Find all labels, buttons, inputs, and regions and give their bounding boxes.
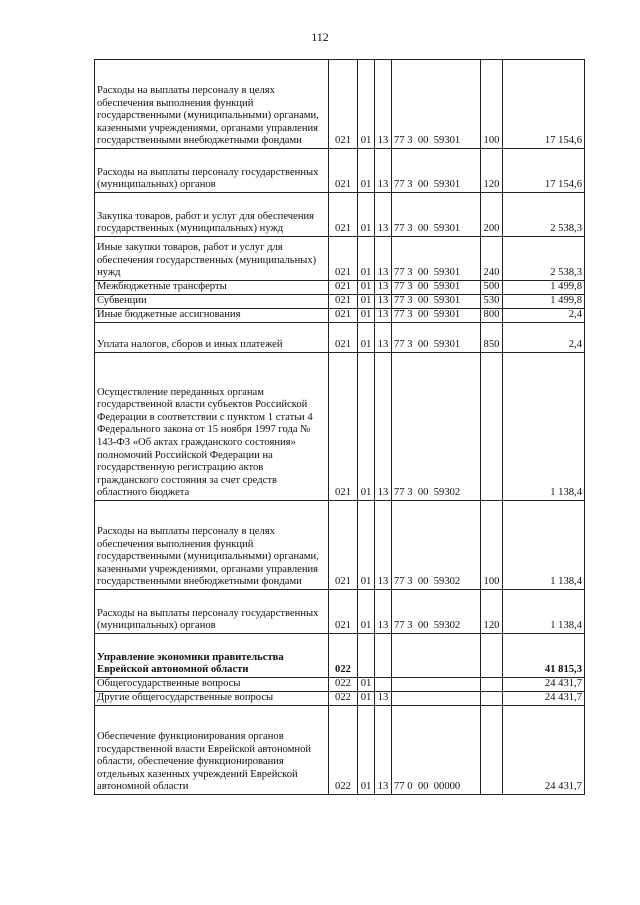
table-row	[95, 634, 585, 678]
cell-pr: 13	[375, 295, 392, 309]
cell-sum: 17 154,6	[503, 149, 585, 193]
cell-gr: 021	[329, 323, 358, 353]
cell-gr: 021	[329, 149, 358, 193]
table-row	[95, 353, 585, 501]
cell-pr: 13	[375, 237, 392, 281]
cell-name: Межбюджетные трансферты	[95, 281, 329, 295]
cell-vr	[481, 634, 503, 678]
cell-name: Уплата налогов, сборов и иных платежей	[95, 323, 329, 353]
cell-pr: 13	[375, 501, 392, 590]
table-row	[95, 193, 585, 237]
table-row	[95, 149, 585, 193]
cell-pr: 13	[375, 692, 392, 706]
cell-name: Другие общегосударственные вопросы	[95, 692, 329, 706]
cell-sum: 2,4	[503, 309, 585, 323]
cell-name: Иные закупки товаров, работ и услуг для обеспечения государственных (муниципальных) нужд	[95, 237, 329, 281]
cell-csr: 77 3 00 59302	[392, 590, 481, 634]
cell-vr: 530	[481, 295, 503, 309]
cell-vr: 500	[481, 281, 503, 295]
cell-csr	[392, 678, 481, 692]
cell-pr	[375, 678, 392, 692]
cell-sum: 2,4	[503, 323, 585, 353]
cell-name: Расходы на выплаты персоналу государственных (муниципальных) органов	[95, 590, 329, 634]
cell-vr: 240	[481, 237, 503, 281]
table-row	[95, 237, 585, 281]
cell-pr: 13	[375, 309, 392, 323]
cell-gr: 021	[329, 60, 358, 149]
budget-table	[94, 59, 585, 795]
cell-rz: 01	[358, 60, 375, 149]
page-number: 112	[311, 30, 329, 44]
cell-pr: 13	[375, 323, 392, 353]
table-row	[95, 501, 585, 590]
cell-gr: 022	[329, 678, 358, 692]
cell-csr: 77 3 00 59301	[392, 193, 481, 237]
cell-sum: 2 538,3	[503, 193, 585, 237]
cell-gr: 021	[329, 309, 358, 323]
cell-rz	[358, 634, 375, 678]
cell-rz: 01	[358, 193, 375, 237]
cell-gr: 021	[329, 237, 358, 281]
cell-pr: 13	[375, 193, 392, 237]
cell-csr: 77 0 00 00000	[392, 706, 481, 795]
cell-vr	[481, 706, 503, 795]
cell-name: Иные бюджетные ассигнования	[95, 309, 329, 323]
cell-vr: 120	[481, 590, 503, 634]
table-row	[95, 309, 585, 323]
cell-rz: 01	[358, 237, 375, 281]
cell-name: Управление экономики правительства Еврейской автономной области	[95, 634, 329, 678]
table-row	[95, 706, 585, 795]
cell-gr: 021	[329, 281, 358, 295]
cell-gr: 022	[329, 706, 358, 795]
cell-pr: 13	[375, 281, 392, 295]
cell-rz: 01	[358, 295, 375, 309]
cell-name: Расходы на выплаты персоналу в целях обеспечения выполнения функций государственными (муниципальными) органами, казенными учреждениями, органами управления государственными внебюджетными фондами	[95, 501, 329, 590]
cell-pr: 13	[375, 60, 392, 149]
cell-sum: 24 431,7	[503, 706, 585, 795]
cell-rz: 01	[358, 678, 375, 692]
table-row	[95, 678, 585, 692]
cell-pr: 13	[375, 353, 392, 501]
cell-csr: 77 3 00 59301	[392, 323, 481, 353]
cell-vr	[481, 692, 503, 706]
cell-sum: 24 431,7	[503, 692, 585, 706]
cell-vr: 120	[481, 149, 503, 193]
cell-sum: 1 499,8	[503, 281, 585, 295]
cell-pr	[375, 634, 392, 678]
cell-name: Субвенции	[95, 295, 329, 309]
cell-vr	[481, 678, 503, 692]
cell-rz: 01	[358, 323, 375, 353]
cell-rz: 01	[358, 501, 375, 590]
cell-name: Обеспечение функционирования органов государственной власти Еврейской автономной области, обеспечение функционирования отдельных казенных учреждений Еврейской автономной области	[95, 706, 329, 795]
cell-gr: 022	[329, 634, 358, 678]
cell-csr	[392, 692, 481, 706]
table-row	[95, 60, 585, 149]
cell-vr: 850	[481, 323, 503, 353]
cell-vr	[481, 353, 503, 501]
table-row	[95, 323, 585, 353]
cell-rz: 01	[358, 149, 375, 193]
cell-gr: 021	[329, 501, 358, 590]
cell-gr: 021	[329, 353, 358, 501]
cell-vr: 100	[481, 60, 503, 149]
cell-rz: 01	[358, 281, 375, 295]
cell-csr: 77 3 00 59302	[392, 353, 481, 501]
cell-pr: 13	[375, 706, 392, 795]
cell-name: Закупка товаров, работ и услуг для обеспечения государственных (муниципальных) нужд	[95, 193, 329, 237]
cell-sum: 1 499,8	[503, 295, 585, 309]
table-row	[95, 281, 585, 295]
cell-name: Осуществление переданных органам государственной власти субъектов Российской Федерации в соответствии с пунктом 1 статьи 4 Федерального закона от 15 ноября 1997 года № 143-ФЗ «Об актах гражданского состояния» полномочий Российской Федерации на государственную регистрацию актов гражданского состояния за счет средств областного бюджета	[95, 353, 329, 501]
cell-pr: 13	[375, 590, 392, 634]
cell-sum: 41 815,3	[503, 634, 585, 678]
cell-name: Расходы на выплаты персоналу в целях обеспечения выполнения функций государственными (муниципальными) органами, казенными учреждениями, органами управления государственными внебюджетными фондами	[95, 60, 329, 149]
cell-vr: 100	[481, 501, 503, 590]
cell-name: Общегосударственные вопросы	[95, 678, 329, 692]
cell-rz: 01	[358, 706, 375, 795]
cell-sum: 2 538,3	[503, 237, 585, 281]
cell-rz: 01	[358, 590, 375, 634]
cell-rz: 01	[358, 353, 375, 501]
table-body	[95, 60, 585, 795]
cell-pr: 13	[375, 149, 392, 193]
cell-vr: 800	[481, 309, 503, 323]
cell-csr: 77 3 00 59301	[392, 309, 481, 323]
table-row	[95, 590, 585, 634]
cell-vr: 200	[481, 193, 503, 237]
cell-gr: 022	[329, 692, 358, 706]
cell-csr: 77 3 00 59301	[392, 295, 481, 309]
cell-csr: 77 3 00 59301	[392, 149, 481, 193]
cell-sum: 1 138,4	[503, 353, 585, 501]
cell-gr: 021	[329, 295, 358, 309]
table-row	[95, 692, 585, 706]
cell-csr: 77 3 00 59302	[392, 501, 481, 590]
cell-sum: 17 154,6	[503, 60, 585, 149]
cell-rz: 01	[358, 309, 375, 323]
cell-csr: 77 3 00 59301	[392, 281, 481, 295]
cell-rz: 01	[358, 692, 375, 706]
cell-name: Расходы на выплаты персоналу государственных (муниципальных) органов	[95, 149, 329, 193]
cell-gr: 021	[329, 193, 358, 237]
cell-gr: 021	[329, 590, 358, 634]
cell-csr	[392, 634, 481, 678]
cell-csr: 77 3 00 59301	[392, 237, 481, 281]
cell-sum: 1 138,4	[503, 501, 585, 590]
cell-sum: 1 138,4	[503, 590, 585, 634]
cell-sum: 24 431,7	[503, 678, 585, 692]
table-row	[95, 295, 585, 309]
cell-csr: 77 3 00 59301	[392, 60, 481, 149]
